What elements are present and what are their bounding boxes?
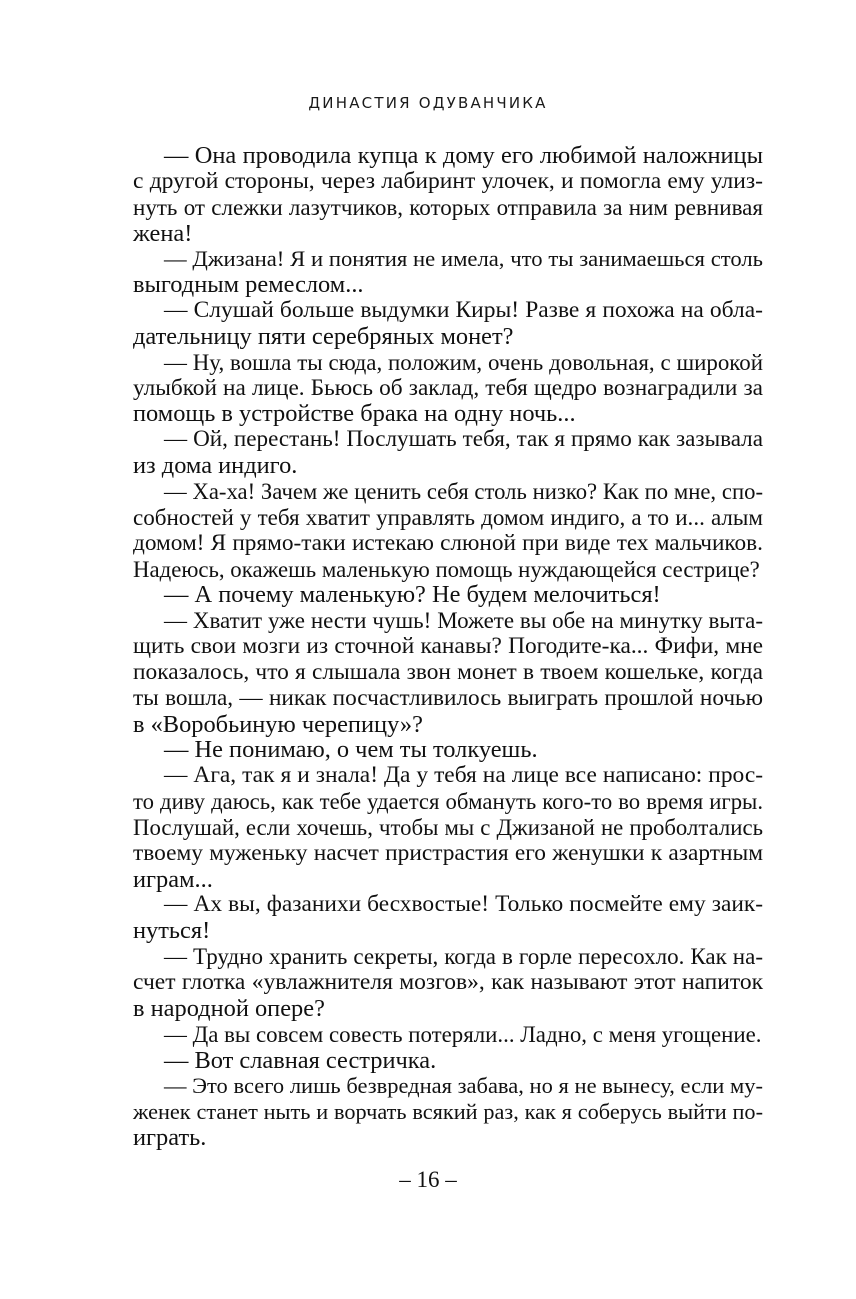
page-number: – 16 –	[399, 1167, 457, 1192]
text-line: счет глотка «увлажнителя мозгов», как называют этот напиток	[133, 969, 763, 995]
text-line: показалось, что я слышала звон монет в твоем кошельке, когда	[133, 658, 763, 685]
text-line: Послушай, если хочешь, чтобы мы с Джизаной не проболтались	[133, 814, 763, 840]
text-line: — Джизана! Я и понятия не имела, что ты занимаешься столь	[164, 246, 763, 272]
text-line: в народной опере?	[133, 994, 325, 1022]
body-text	[133, 143, 763, 1151]
text-line: женек станет ныть и ворчать всякий раз, как я соберусь выйти по-	[133, 1099, 763, 1125]
text-line: Надеюсь, окажешь маленькую помощь нуждающейся сестрице?	[133, 556, 760, 582]
text-line: жена!	[133, 219, 193, 247]
text-line: — Она проводила купца к дому его любимой наложницы	[164, 142, 763, 169]
text-line: — Хватит уже нести чушь! Можете вы обе на минутку выта-	[164, 608, 763, 634]
text-line: — Да вы совсем совесть потеряли... Ладно, с меня угощение.	[164, 1021, 762, 1047]
text-line: ты вошла, — никак посчастливилось выиграть прошлой ночью	[133, 684, 763, 711]
text-line: играм...	[133, 865, 213, 893]
text-line: с другой стороны, через лабиринт улочек, и помогла ему улиз-	[133, 167, 763, 194]
text-line: — Слушай больше выдумки Киры! Разве я похожа на обла-	[164, 297, 763, 324]
text-line: играть.	[133, 1124, 207, 1152]
text-line: собностей у тебя хватит управлять домом индиго, а то и... алым	[133, 503, 763, 530]
text-line: улыбкой на лице. Бьюсь об заклад, тебя щедро вознаградили за	[133, 374, 763, 401]
text-line: — Ах вы, фазанихи бесхвостые! Только посмейте ему заик-	[164, 891, 763, 918]
text-line: — Ага, так я и знала! Да у тебя на лице все написано: прос-	[164, 762, 763, 789]
text-line: — Ой, перестань! Послушать тебя, так я прямо как зазывала	[164, 426, 763, 453]
text-line: — Вот славная сестричка.	[164, 1046, 437, 1074]
text-line: нуть от слежки лазутчиков, которых отправила за ним ревнивая	[133, 193, 763, 220]
text-line: домом! Я прямо-таки истекаю слюной при виде тех мальчиков.	[133, 529, 763, 556]
text-line: в «Воробьиную черепицу»?	[133, 710, 423, 738]
text-line: — Не понимаю, о чем ты толкуешь.	[164, 736, 538, 764]
text-line: нуться!	[133, 917, 211, 945]
text-line: — Ну, вошла ты сюда, положим, очень довольная, с широкой	[164, 349, 763, 375]
text-line: — Трудно хранить секреты, когда в горле пересохло. Как на-	[164, 943, 763, 970]
text-line: — Ха-ха! Зачем же ценить себя столь низко? Как по мне, спо-	[164, 478, 763, 504]
text-line: дательницу пяти серебряных монет?	[133, 322, 514, 350]
text-line: то диву даюсь, как тебе удается обмануть кого-то во время игры.	[133, 789, 763, 815]
text-line: помощь в устройстве брака на одну ночь...	[133, 400, 576, 428]
text-line: из дома индиго.	[133, 452, 298, 480]
text-line: выгодным ремеслом...	[133, 271, 364, 299]
text-line: щить свои мозги из сточной канавы? Погодите-ка... Фифи, мне	[133, 633, 763, 660]
running-head: ДИНАСТИЯ ОДУВАНЧИКА	[308, 94, 548, 112]
text-line: — А почему маленькую? Не будем мелочиться!	[164, 581, 661, 609]
text-line: твоему муженьку насчет пристрастия его женушки к азартным	[133, 839, 763, 866]
text-line: — Это всего лишь безвредная забава, но я не вынесу, если му-	[164, 1073, 763, 1099]
